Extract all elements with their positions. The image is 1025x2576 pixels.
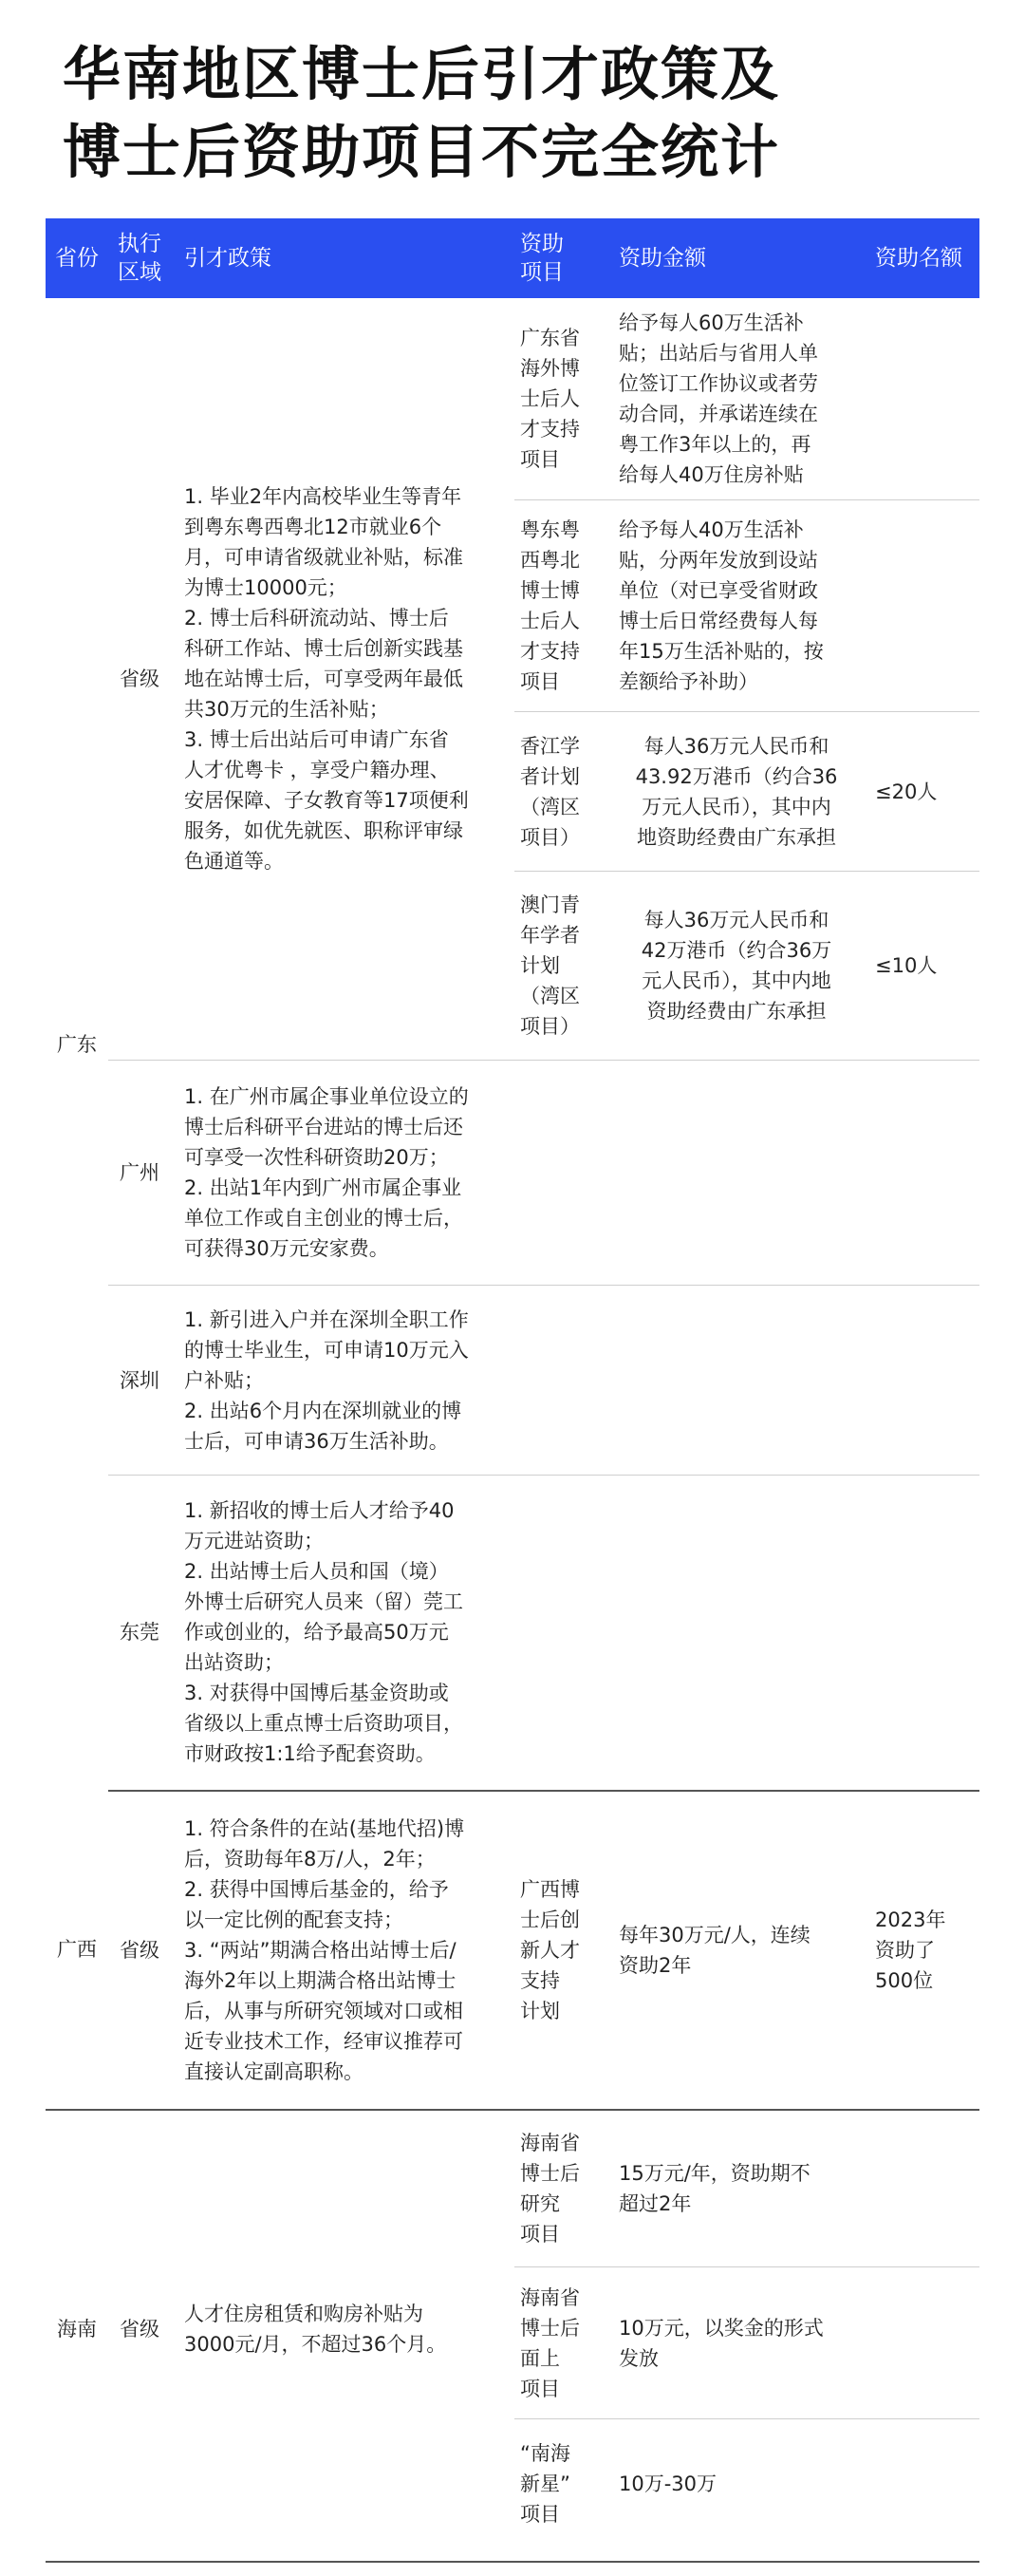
empty-cell [864,2110,979,2267]
project-name: 广西博 士后创 新人才 支持 计划 [514,1791,609,2110]
region-hainan: 省级 [120,2318,159,2341]
project-amount: 给予每人60万生活补 贴；出站后与省用人单 位签订工作协议或者劳 动合同，并承诺连续在 粤工作3年以上的，再 给每人40万住房补贴 [619,311,818,486]
table-row [46,2110,979,2267]
project-amount: 给予每人40万生活补 贴，分两年发放到设站 单位（对已享受省财政 博士后日常经费每人每 年15万生活补贴的，按 差额给予补助） [609,500,864,712]
policy-dongguan: 1. 新招收的博士后人才给予40 万元进站资助； 2. 出站博士后人员和国（境） 外博士后研究人员来（留）莞工 作或创业的，给予最高50万元 出站资助； 3. 对获得中国博后基金资助或 省级以上重点博士后资助项目， 市财政按1:1给予配套资助。 [171,1476,514,1791]
province-hainan: 海南 [57,2318,97,2341]
page-title [63,36,780,192]
project-amount: 每人36万元人民币和 43.92万港币（约合36 万元人民币），其中内 地资助经费由广东承担 [609,712,864,872]
region-dongguan: 东莞 [108,1476,171,1791]
project-name: “南海 新星” 项目 [514,2419,609,2548]
header-region: 执行 区域 [108,218,171,298]
project-quota: ≤10人 [864,872,979,1061]
region-guangxi: 省级 [108,1791,171,2110]
table-row [46,1286,979,1476]
project-amount: 10万-30万 [609,2419,864,2548]
project-name: 广东省 海外博 士后人 才支持 项目 [520,327,580,471]
project-name: 澳门青 年学者 计划 （湾区 项目） [514,872,609,1061]
header-province: 省份 [46,218,108,298]
policy-guangxi: 1. 符合条件的在站(基地代招)博 后，资助每年8万/人，2年； 2. 获得中国博后基金的，给予 以一定比例的配套支持； 3. “两站”期满合格出站博士后/ 海外2年以上期满合格出站博士 后，从事与所研究领域对口或相 近专业技术工作，经审议推荐可 直接认定副高职称。 [171,1791,514,2110]
header-project: 资助 项目 [514,218,609,298]
table-bottom-rule [46,2561,979,2563]
project-amount: 10万元，以奖金的形式 发放 [609,2267,864,2419]
empty-cell [514,1061,609,1286]
project-name: 香江学 者计划 （湾区 项目） [514,712,609,872]
project-name: 海南省 博士后 研究 项目 [520,2131,580,2246]
policy-hainan: 人才住房租赁和购房补贴为 3000元/月，不超过36个月。 [184,2303,447,2356]
project-amount: 15万元/年，资助期不 超过2年 [619,2161,811,2215]
empty-cell [609,1476,864,1791]
table-row [46,298,979,500]
header-policy: 引才政策 [171,218,514,298]
project-quota: 2023年 资助了 500位 [864,1791,979,2110]
empty-cell [864,1061,979,1286]
empty-cell [864,2419,979,2548]
title-line-2: 博士后资助项目不完全统计 [63,119,781,186]
empty-cell [514,1286,609,1476]
table-row [46,1791,979,2110]
region-guangdong-provincial: 省级 [120,668,159,690]
project-name: 粤东粤 西粤北 博士博 士后人 才支持 项目 [514,500,609,712]
project-quota: ≤20人 [864,712,979,872]
empty-cell [864,2267,979,2419]
empty-cell [609,1286,864,1476]
project-quota [864,500,979,712]
project-amount: 每年30万元/人，连续 资助2年 [609,1791,864,2110]
empty-cell [864,1476,979,1791]
empty-cell [514,1476,609,1791]
project-name: 海南省 博士后 面上 项目 [514,2267,609,2419]
province-guangxi: 广西 [46,1791,108,2110]
policy-shenzhen: 1. 新引进入户并在深圳全职工作 的博士毕业生，可申请10万元入 户补贴； 2. 出站6个月内在深圳就业的博 士后，可申请36万生活补助。 [171,1286,514,1476]
region-guangzhou: 广州 [108,1061,171,1286]
empty-cell [864,1286,979,1476]
policy-table [46,218,979,2548]
project-quota [864,298,979,500]
header-quota: 资助名额 [864,218,979,298]
province-guangdong: 广东 [57,1032,97,1056]
title-line-1: 华南地区博士后引才政策及 [63,41,781,108]
empty-cell [609,1061,864,1286]
region-shenzhen: 深圳 [108,1286,171,1476]
policy-guangdong-provincial: 1. 毕业2年内高校毕业生等青年 到粤东粤西粤北12市就业6个 月，可申请省级就业补贴，标准 为博士10000元； 2. 博士后科研流动站、博士后 科研工作站、博士后创新实践基 地在站博士后，可享受两年最低 共30万元的生活补贴； 3. 博士后出站后可申请广东省 人才优粤卡 ，享受户籍办理、 安居保障、子女教育等17项便利 服务，如优先就医、职称评审绿 色通道等。 [184,485,469,873]
table-row [46,1476,979,1791]
table-row [46,1061,979,1286]
table-header-row [46,218,979,298]
project-amount: 每人36万元人民币和 42万港币（约合36万 元人民币），其中内地 资助经费由广东承担 [609,872,864,1061]
header-amount: 资助金额 [609,218,864,298]
policy-guangzhou: 1. 在广州市属企事业单位设立的 博士后科研平台进站的博士后还 可享受一次性科研资助20万； 2. 出站1年内到广州市属企事业 单位工作或自主创业的博士后， 可获得30万元安家费。 [171,1061,514,1286]
